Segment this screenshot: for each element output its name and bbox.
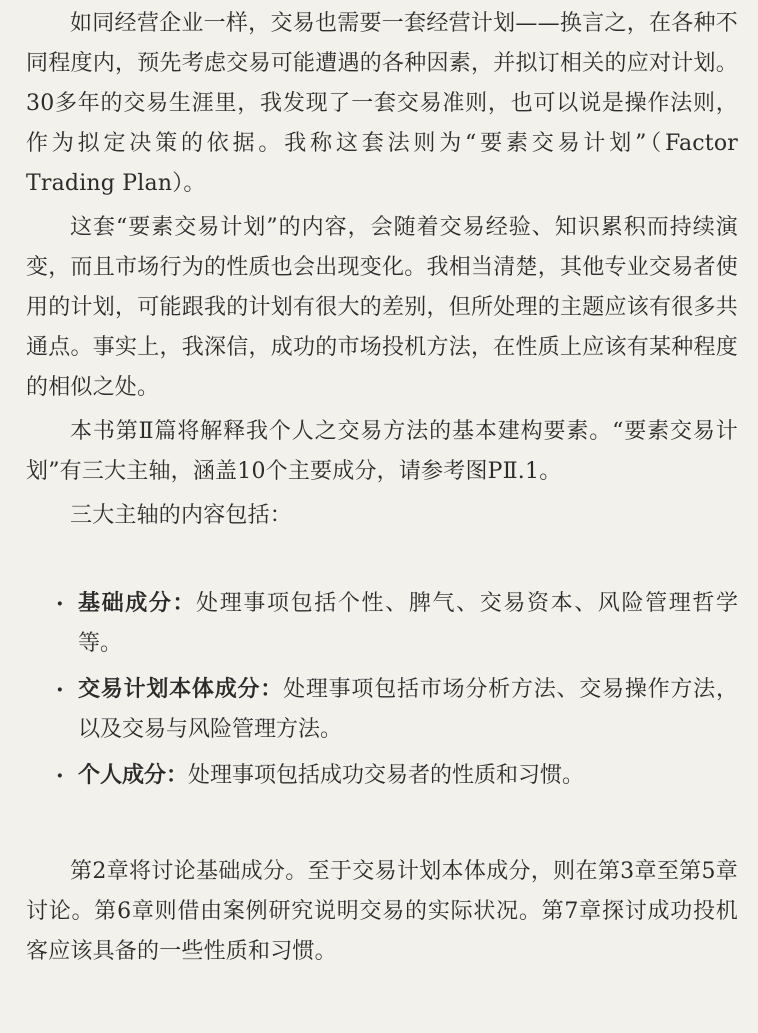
list-item-personal bbox=[26, 756, 738, 796]
list-item-term: 交易计划本体成分： bbox=[78, 677, 284, 702]
list-item-text: 处理事项包括个性、脾气、交易资本、风险管理哲学等。 bbox=[78, 591, 738, 656]
list-item-foundation bbox=[26, 584, 738, 664]
paragraph-part-two-overview: 本书第Ⅱ篇将解释我个人之交易方法的基本建构要素。“要素交易计划”有三大主轴，涵盖10个主要成分，请参考图PⅡ.1。 bbox=[26, 419, 738, 484]
axes-list bbox=[26, 584, 738, 796]
list-item-text: 处理事项包括市场分析方法、交易操作方法，以及交易与风险管理方法。 bbox=[78, 677, 738, 742]
paragraph-chapter-guide: 第2章将讨论基础成分。至于交易计划本体成分，则在第3章至第5章讨论。第6章则借由案例研究说明交易的实际状况。第7章探讨成功投机客应该具备的一些性质和习惯。 bbox=[26, 859, 738, 964]
list-item-term: 个人成分： bbox=[78, 763, 189, 788]
paragraph-plan-evolution: 这套“要素交易计划”的内容，会随着交易经验、知识累积而持续演变，而且市场行为的性质也会出现变化。我相当清楚，其他专业交易者使用的计划，可能跟我的计划有很大的差别，但所处理的主题应该有很多共通点。事实上，我深信，成功的市场投机方法，在性质上应该有某种程度的相似之处。 bbox=[26, 215, 738, 400]
paragraph-intro: 如同经营企业一样，交易也需要一套经营计划——换言之，在各种不同程度内，预先考虑交易可能遭遇的各种因素，并拟订相关的应对计划。30多年的交易生涯里，我发现了一套交易准则，也可以说是操作法则，作为拟定决策的依据。我称这套法则为“要素交易计划”（Factor Trading Plan）。 bbox=[26, 11, 738, 196]
list-item-text: 处理事项包括成功交易者的性质和习惯。 bbox=[188, 763, 585, 788]
paragraph-three-axes-lead: 三大主轴的内容包括： bbox=[70, 503, 293, 528]
list-item-plan-body bbox=[26, 670, 738, 750]
list-item-term: 基础成分： bbox=[78, 591, 197, 616]
